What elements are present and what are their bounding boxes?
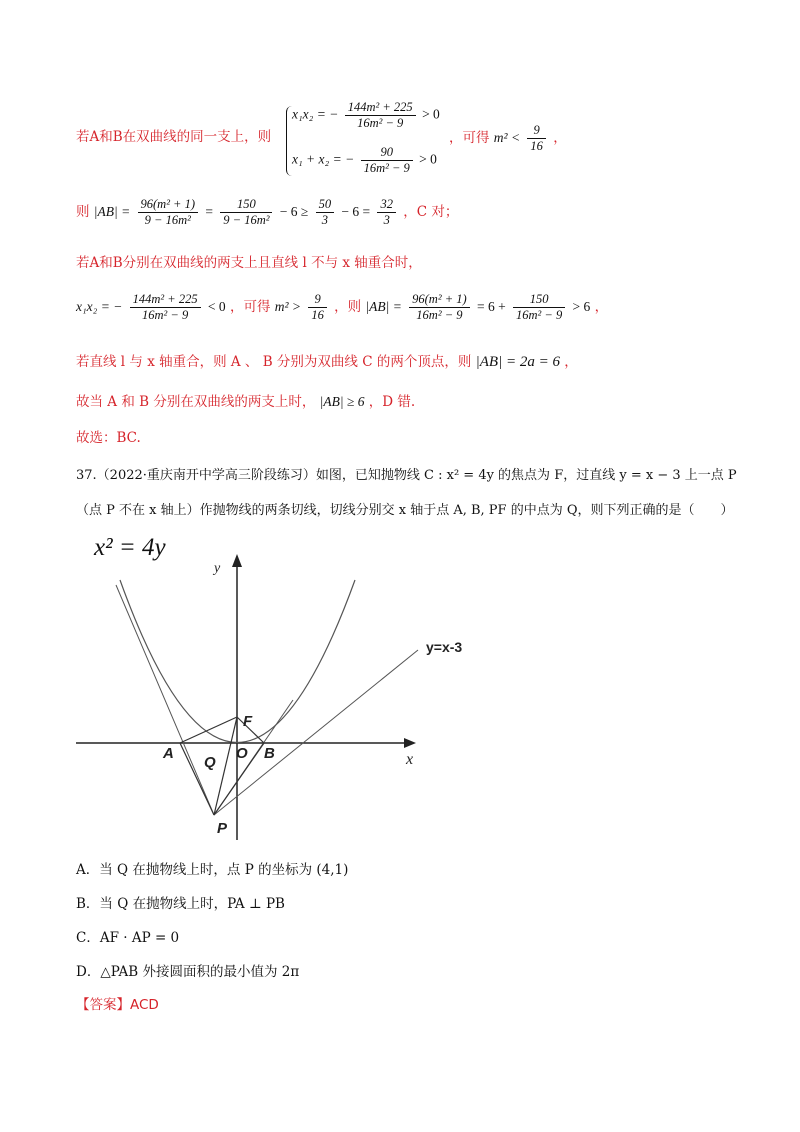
sys1-left: x₁x₂ = − xyxy=(292,106,339,122)
segment-PF xyxy=(214,717,237,815)
label-B: B xyxy=(264,745,275,762)
tangent-PA xyxy=(116,585,214,815)
option-D: D．△PAB 外接圆面积的最小值为 2π xyxy=(76,964,300,980)
case2-math-line: x₁x₂ = − $\frac{\text{144m² + 225}}{\text{16m² − 9}}$ < 0 ，可得 m² > $\frac{9}{16}$ ，则 |AB| = $\frac{\text{96(m² + 1)}}{\text{16m² − 9}}$ = 6 + $\frac{150}{\text{16m² − 9}}$ > 6 ， xyxy=(76,292,609,322)
label-y: y xyxy=(214,561,221,576)
y-axis-arrow xyxy=(232,554,242,567)
figure-title: x² = 4y xyxy=(94,534,166,561)
label-Q: Q xyxy=(204,754,216,771)
option-A: A．当 Q 在抛物线上时，点 P 的坐标为 (4,1) xyxy=(76,862,349,878)
final-choice: 故选：BC. xyxy=(76,430,141,446)
sys1-frac: $\frac{\text{144m² + 225}}{\text{16m² − 9}}$ xyxy=(345,100,416,131)
option-B: B．当 Q 在抛物线上时，PA ⊥ PB xyxy=(76,896,285,912)
answer-label: 【答案】ACD xyxy=(76,997,159,1013)
sys2-left: x₁ + x₂ = − xyxy=(292,151,355,167)
sys2-right: > 0 xyxy=(419,151,437,167)
label-line: y=x-3 xyxy=(426,639,463,655)
label-x: x xyxy=(406,751,414,768)
label-F: F xyxy=(243,713,253,730)
case1-result: ，可得 m² < $\frac{9}{16}$ ， xyxy=(449,123,567,153)
label-P: P xyxy=(217,820,228,837)
conclusion-line: 故当 A 和 B 分别在双曲线的两支上时， |AB| ≥ 6 ，D 错. xyxy=(76,394,416,410)
label-O: O xyxy=(236,745,248,762)
case3-line: 若直线 l 与 x 轴重合，则 A 、 B 分别为双曲线 C 的两个顶点，则 |AB| = 2a = 6 ， xyxy=(76,354,578,370)
problem-line-2: （点 P 不在 x 轴上）作抛物线的两条切线，切线分别交 x 轴于点 A, B, PF 的中点为 Q，则下列正确的是（ ） xyxy=(76,503,734,518)
option-C: C．AF · AP = 0 xyxy=(76,930,180,946)
case2-text: 若A和B分别在双曲线的两支上且直线 l 不与 x 轴重合时， xyxy=(76,255,422,271)
case1-text: 若A和B在双曲线的同一支上，则 xyxy=(76,129,272,145)
line-y-x-3 xyxy=(214,650,418,815)
ab-length-line: 则 |AB| = $\frac{\text{96(m² + 1)}}{\text{9 − 16m²}}$ = $\frac{150}{\text{9 − 16m²}}$ − 6 ≥ $\frac{50}{3}$ − 6 = $\frac{32}{3}$ ，C 对； xyxy=(76,197,459,227)
problem-line-1: 37.（2022·重庆南开中学高三阶段练习）如图，已知抛物线 C : x² = 4y 的焦点为 F，过直线 y = x − 3 上一点 P xyxy=(76,468,737,483)
segment-AF xyxy=(180,717,237,743)
x-axis-arrow xyxy=(404,738,416,748)
sys1-right: > 0 xyxy=(422,106,440,122)
sys2-frac: $\frac{90}{\text{16m² − 9}}$ xyxy=(361,145,413,176)
label-A: A xyxy=(163,745,174,762)
